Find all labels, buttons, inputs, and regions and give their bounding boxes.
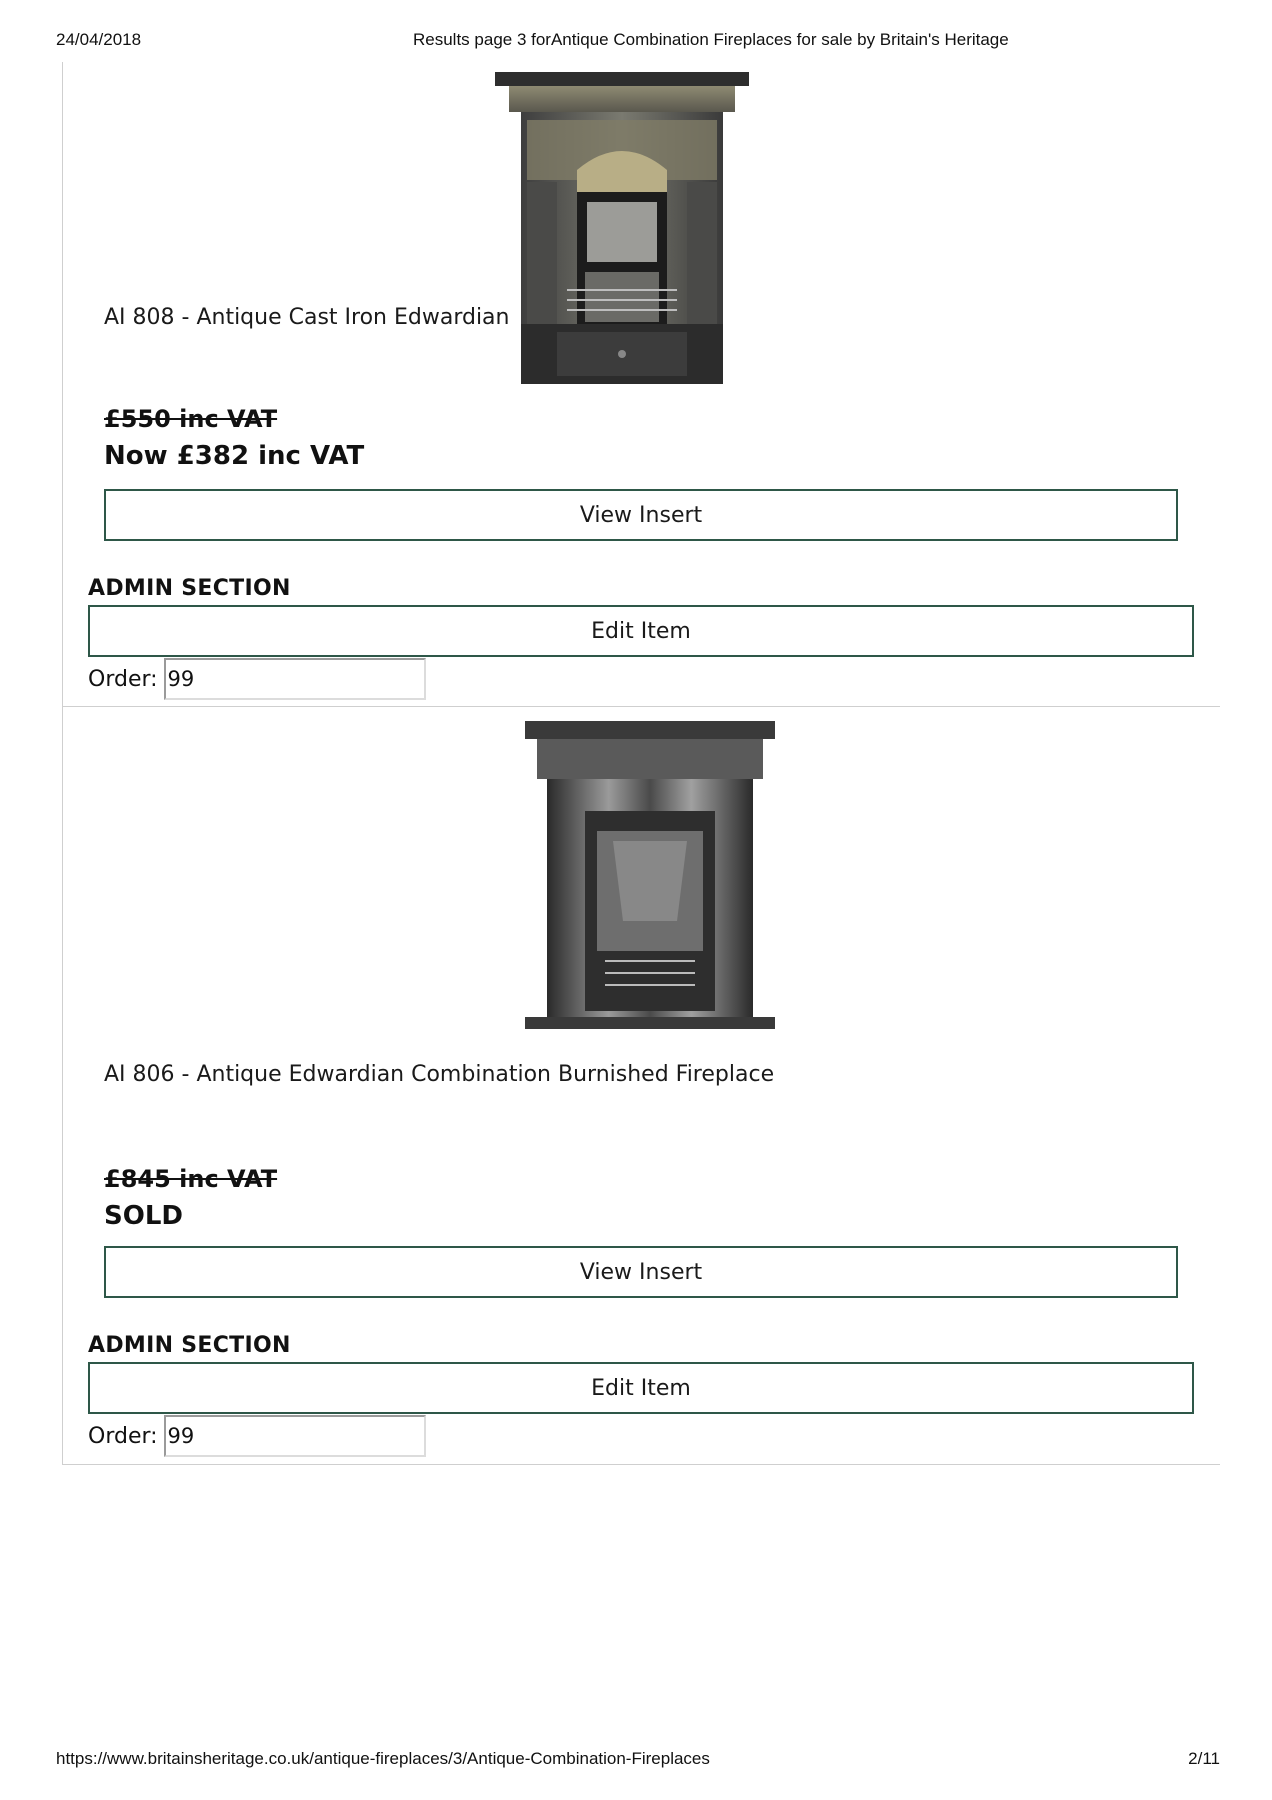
order-row xyxy=(88,1415,426,1457)
current-price: Now £382 inc VAT xyxy=(104,441,365,471)
fireplace-image-ornate xyxy=(487,72,757,394)
fireplace-photo[interactable] xyxy=(487,72,757,394)
fireplace-image-burnished xyxy=(525,721,775,1029)
order-input[interactable] xyxy=(164,1415,426,1457)
order-label: Order: xyxy=(88,666,158,692)
print-page-number: 2/11 xyxy=(1188,1749,1220,1768)
print-page-title: Results page 3 forAntique Combination Fireplaces for sale by Britain's Heritage xyxy=(413,30,1009,49)
edit-item-button[interactable]: Edit Item xyxy=(88,605,1194,657)
product-listing xyxy=(62,707,1220,1465)
sold-status: SOLD xyxy=(104,1201,183,1231)
product-title[interactable]: AI 806 - Antique Edwardian Combination Burnished Fireplace xyxy=(104,1062,775,1087)
admin-section-heading: ADMIN SECTION xyxy=(88,576,291,601)
admin-section-heading: ADMIN SECTION xyxy=(88,1333,291,1358)
print-date: 24/04/2018 xyxy=(56,30,142,49)
print-url: https://www.britainsheritage.co.uk/antique-fireplaces/3/Antique-Combination-Fireplaces xyxy=(56,1749,710,1768)
view-insert-button[interactable]: View Insert xyxy=(104,1246,1178,1298)
original-price: £550 inc VAT xyxy=(104,405,278,433)
product-title[interactable]: AI 808 - Antique Cast Iron Edwardian xyxy=(104,305,510,330)
edit-item-button[interactable]: Edit Item xyxy=(88,1362,1194,1414)
original-price: £845 inc VAT xyxy=(104,1165,278,1193)
product-listing xyxy=(62,62,1220,707)
order-label: Order: xyxy=(88,1423,158,1449)
order-input[interactable] xyxy=(164,658,426,700)
order-row xyxy=(88,658,426,700)
fireplace-photo[interactable] xyxy=(525,721,775,1029)
view-insert-button[interactable]: View Insert xyxy=(104,489,1178,541)
